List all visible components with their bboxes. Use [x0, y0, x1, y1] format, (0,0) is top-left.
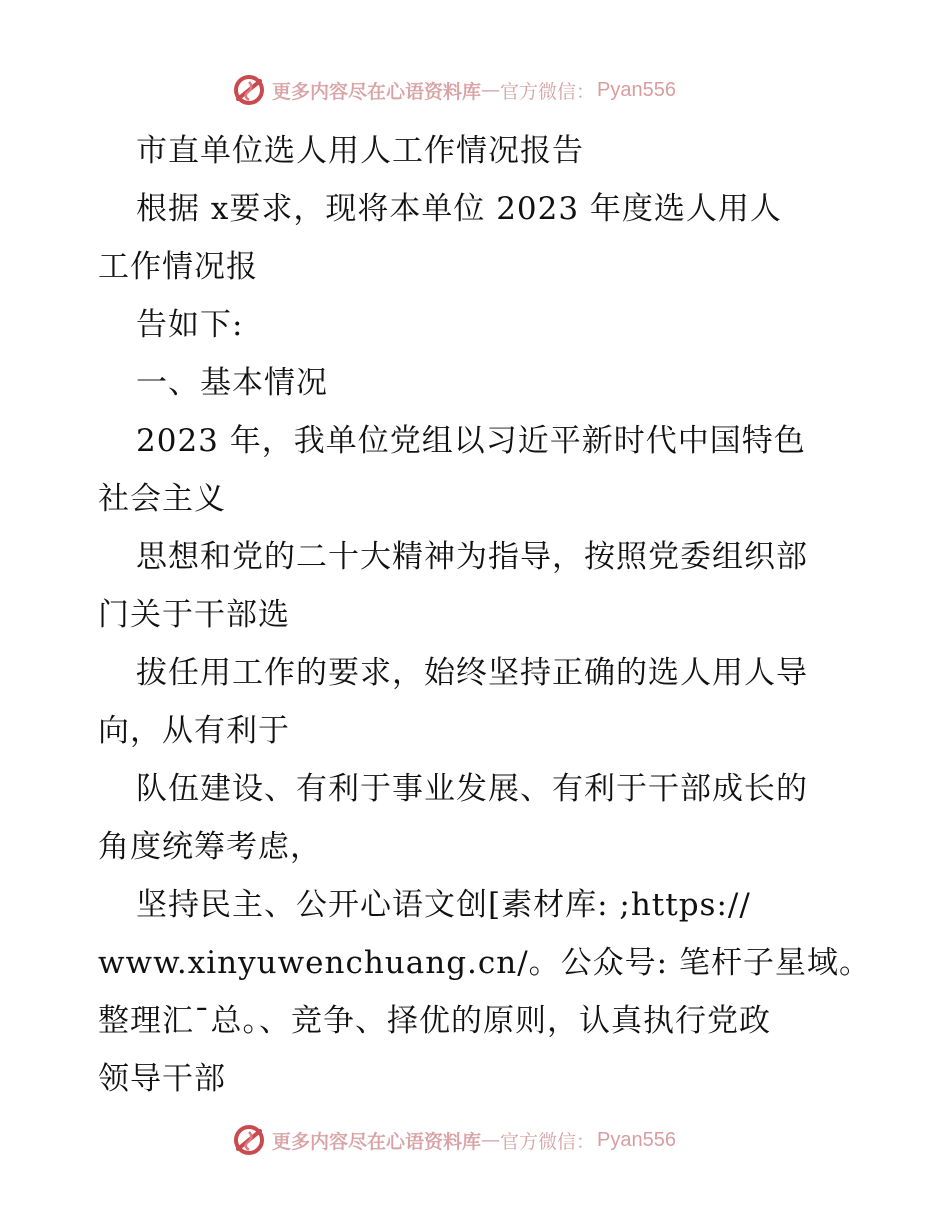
doc-line: 根据 x要求，现将本单位 2023 年度选人用人 [136, 191, 782, 227]
banner-wechat-id: Pyan556 [597, 1128, 676, 1151]
banner-wechat-label: 官方微信： [500, 1130, 596, 1153]
header-banner [232, 70, 676, 110]
banner-slogan: 更多内容尽在心语资料库 [272, 80, 482, 103]
doc-line: 领导干部 [98, 1061, 226, 1097]
doc-line: 拔任用工作的要求，始终坚持正确的选人用人导 [136, 655, 808, 691]
doc-line: 向，从有利于 [98, 713, 290, 749]
doc-line: 思想和党的二十大精神为指导，按照党委组织部 [136, 539, 808, 575]
doc-line: 社会主义 [98, 481, 226, 517]
banner-dash: — [481, 1129, 501, 1151]
footer-banner [232, 1120, 676, 1160]
doc-line: 坚持民主、公开心语文创[素材库: ;https:// [136, 887, 751, 923]
doc-line: 工作情况报 [98, 249, 258, 285]
swirl-logo-icon [232, 1123, 266, 1157]
document-body [98, 122, 871, 1108]
doc-line: 告如下: [136, 307, 244, 343]
banner-dash: — [481, 79, 501, 101]
doc-line: 整理汇¯总。、竞争、择优的原则，认真执行党政 [98, 1003, 771, 1039]
section-heading: 一、基本情况 [136, 365, 328, 401]
doc-line: www.xinyuwenchuang.cn/。公众号: 笔杆子星域。 [98, 945, 871, 981]
banner-wechat-label: 官方微信： [500, 80, 596, 103]
doc-line: 队伍建设、有利于事业发展、有利于干部成长的 [136, 771, 808, 807]
banner-wechat-id: Pyan556 [597, 78, 676, 101]
doc-line: 角度统筹考虑， [98, 829, 322, 865]
doc-title: 市直单位选人用人工作情况报告 [136, 133, 584, 169]
doc-line: 门关于干部选 [98, 597, 290, 633]
doc-line: 2023 年，我单位党组以习近平新时代中国特色 [136, 423, 806, 459]
banner-slogan: 更多内容尽在心语资料库 [272, 1130, 482, 1153]
swirl-logo-icon [232, 73, 266, 107]
